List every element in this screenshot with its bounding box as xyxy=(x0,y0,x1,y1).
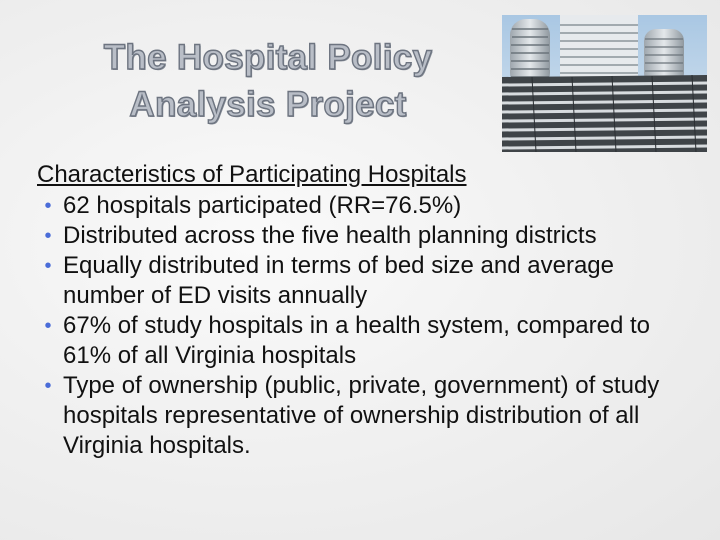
list-item xyxy=(37,371,687,461)
bullet-icon: • xyxy=(44,375,52,397)
bullet-icon: • xyxy=(44,225,52,247)
slide-title xyxy=(68,34,468,128)
bullet-icon: • xyxy=(44,315,52,337)
bullet-icon: • xyxy=(44,255,52,277)
title-line-1: The Hospital Policy xyxy=(103,38,433,77)
title-line-2: Analysis Project xyxy=(129,85,407,124)
bullet-text: 62 hospitals participated (RR=76.5%) xyxy=(63,192,462,219)
section-subtitle: Characteristics of Participating Hospitals xyxy=(37,161,467,188)
list-item xyxy=(37,251,687,311)
bullet-text: Equally distributed in terms of bed size and average number of ED visits annually xyxy=(63,252,614,309)
list-item xyxy=(37,191,687,221)
list-item xyxy=(37,221,687,251)
bullet-icon: • xyxy=(44,195,52,217)
bullet-list xyxy=(37,191,687,461)
slide-body xyxy=(37,160,687,461)
bullet-text: 67% of study hospitals in a health system, compared to 61% of all Virginia hospitals xyxy=(63,312,650,369)
hospital-building-photo xyxy=(502,15,707,152)
list-item xyxy=(37,311,687,371)
bullet-text: Distributed across the five health planning districts xyxy=(63,222,597,249)
bullet-text: Type of ownership (public, private, government) of study hospitals representative of ownership distribution of all Virginia hospitals. xyxy=(63,372,660,459)
